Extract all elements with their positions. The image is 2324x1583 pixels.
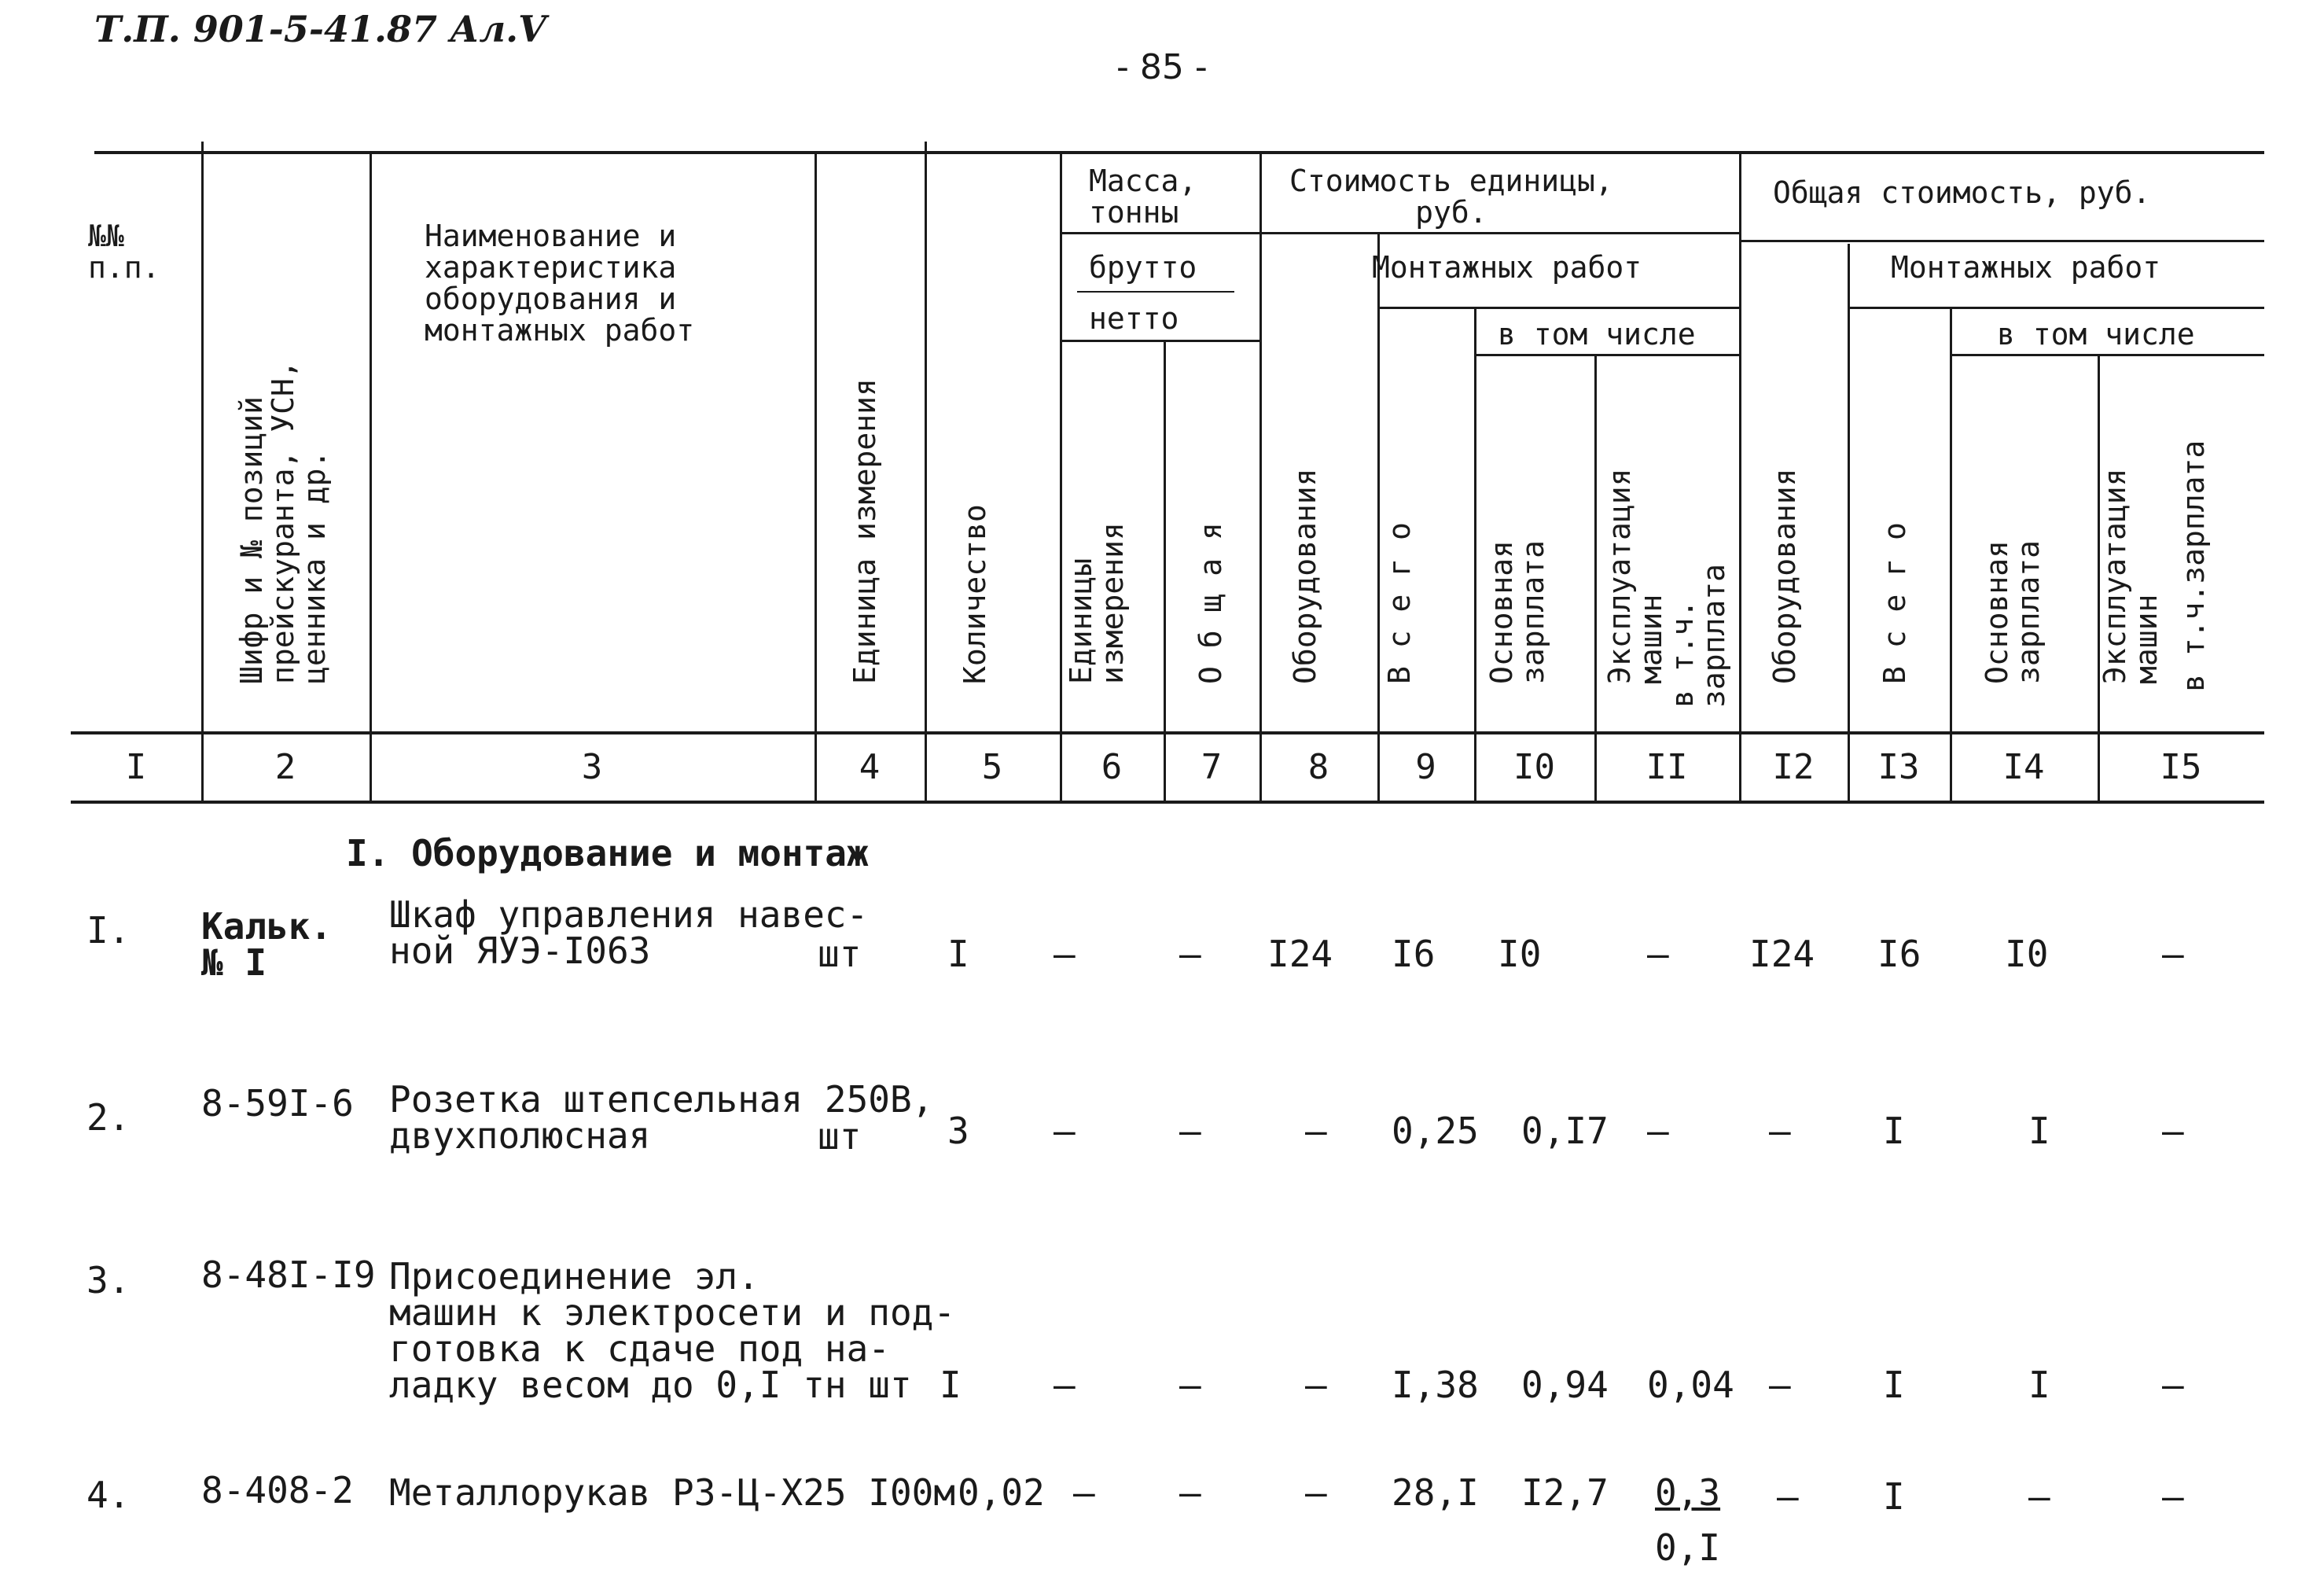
col-number: I3 <box>1877 747 1920 787</box>
col-number: 4 <box>859 747 881 787</box>
row-qty: I <box>940 1364 962 1406</box>
row-number: 3. <box>86 1259 131 1301</box>
row-total-total: I <box>1883 1110 1905 1152</box>
header-mounting-works-1: Монтажных работ <box>1372 250 1642 285</box>
row-equipment-unit: I24 <box>1267 933 1333 975</box>
row-code: Кальк. № I <box>201 905 333 984</box>
header-incl-salary-total: в т.ч.зарплата <box>2176 440 2211 692</box>
row-mass-total: – <box>1179 1364 1201 1406</box>
row-salary-total: – <box>2028 1475 2050 1518</box>
header-unit: Единица измерения <box>848 378 882 684</box>
row-mass-unit: – <box>1054 1364 1076 1406</box>
header-code: Шифр и № позиций прейскуранта, УСН, ценника и др. <box>234 360 332 684</box>
header-unit-cost: Стоимость единицы, руб. <box>1289 164 1613 230</box>
row-machine-unit: – <box>1647 933 1669 975</box>
col-number: I4 <box>2002 747 2045 787</box>
row-machine-total: – <box>2162 1475 2184 1518</box>
header-machine-operation-total: Эксплуатация машин <box>2098 468 2164 684</box>
row-total-unit: 0,25 <box>1392 1110 1479 1152</box>
col-number: I5 <box>2160 747 2202 787</box>
row-total-total: I <box>1883 1364 1905 1406</box>
row-machine-total: – <box>2162 1364 2184 1406</box>
row-salary-unit: 0,I7 <box>1521 1110 1609 1152</box>
row-mass-unit: – <box>1054 1110 1076 1152</box>
row-equipment-total: – <box>1777 1475 1799 1518</box>
header-total-unit: В с е г о <box>1382 522 1417 684</box>
col-number: 3 <box>581 747 603 787</box>
header-base-salary-unit: Основная зарплата <box>1484 539 1550 684</box>
row-mass-total: – <box>1179 933 1201 975</box>
page-number: - 85 - <box>1116 47 1208 87</box>
header-machine-operation-unit: Эксплуатация машин <box>1602 468 1668 684</box>
row-name: Розетка штепсельная 250В, двухполюсная <box>389 1078 934 1157</box>
row-mass-total: – <box>1179 1110 1201 1152</box>
col-number: I2 <box>1772 747 1815 787</box>
header-including-1: в том числе <box>1498 317 1696 352</box>
row-code: 8-59I-6 <box>201 1082 354 1125</box>
row-machine-unit: 0,04 <box>1647 1364 1734 1406</box>
row-salary-total: I <box>2028 1364 2050 1406</box>
col-number: 5 <box>981 747 1003 787</box>
header-total-total: В с е г о <box>1877 522 1912 684</box>
row-machine-unit: – <box>1647 1110 1669 1152</box>
row-name: Присоединение эл. машин к электросети и под- готовка к сдаче под на- ладку весом до 0,I тн шт <box>389 1255 956 1406</box>
row-salary-unit: 0,94 <box>1521 1364 1609 1406</box>
row-number: 4. <box>86 1474 131 1516</box>
header-mass: Масса, тонны <box>1089 164 1197 230</box>
header-brutto: брутто <box>1089 250 1197 285</box>
row-qty: 0,02 <box>958 1471 1045 1514</box>
col-number: 6 <box>1101 747 1123 787</box>
header-total-cost: Общая стоимость, руб. <box>1773 175 2151 210</box>
row-equipment-total: – <box>1769 1110 1791 1152</box>
col-number: II <box>1646 747 1688 787</box>
header-name: Наименование и характеристика оборудования и монтажных работ <box>425 219 695 348</box>
row-equipment-unit: – <box>1305 1471 1327 1514</box>
row-machine-unit: 0,3 <box>1655 1471 1721 1514</box>
row-total-unit: I6 <box>1392 933 1436 975</box>
row-mass-unit: – <box>1073 1471 1095 1514</box>
header-incl-salary-unit: в т.ч. зарплата <box>1665 563 1731 708</box>
row-equipment-total: I24 <box>1749 933 1815 975</box>
row-salary-total: I0 <box>2005 933 2049 975</box>
header-equipment-total: Оборудования <box>1767 468 1802 684</box>
header-mass-per-unit: Единицы измерения <box>1064 522 1130 684</box>
row-equipment-unit: – <box>1305 1110 1327 1152</box>
document-reference: Т.П. 901-5-41.87 Ал.V <box>94 8 546 50</box>
header-row-number: №№ п.п. <box>88 219 160 285</box>
row-total-unit: I,38 <box>1392 1364 1479 1406</box>
row-unit: шт <box>818 933 862 975</box>
row-mass-total: – <box>1179 1471 1201 1514</box>
col-number: 7 <box>1201 747 1223 787</box>
header-including-2: в том числе <box>1997 317 2195 352</box>
row-qty: I <box>947 933 969 975</box>
col-number: 8 <box>1307 747 1329 787</box>
row-qty: 3 <box>947 1110 969 1152</box>
row-total-total: I6 <box>1877 933 1921 975</box>
header-quantity: Количество <box>958 504 992 684</box>
row-unit: шт <box>818 1115 862 1158</box>
row-number: 2. <box>86 1096 131 1139</box>
row-equipment-unit: – <box>1305 1364 1327 1406</box>
row-mass-unit: – <box>1054 933 1076 975</box>
row-equipment-total: – <box>1769 1364 1791 1406</box>
col-number: 2 <box>274 747 296 787</box>
col-number: 9 <box>1415 747 1436 787</box>
header-base-salary-total: Основная зарплата <box>1980 539 2046 684</box>
col-number: I0 <box>1513 747 1555 787</box>
header-mass-total: О б щ а я <box>1193 522 1228 684</box>
header-equipment-unit: Оборудования <box>1288 468 1322 684</box>
row-code: 8-408-2 <box>201 1469 354 1511</box>
row-salary-unit: I0 <box>1498 933 1542 975</box>
row-machine-total: – <box>2162 1110 2184 1152</box>
row-name: Металлорукав РЗ-Ц-Х25 I00м <box>389 1471 956 1514</box>
row-number: I. <box>86 909 131 952</box>
row-name: Шкаф управления навес- ной ЯУЭ-I063 <box>389 893 869 972</box>
row-salary-total: I <box>2028 1110 2050 1152</box>
col-number: I <box>125 747 147 787</box>
row-salary-unit: I2,7 <box>1521 1471 1609 1514</box>
header-netto: нетто <box>1089 301 1179 336</box>
row-machine-total: – <box>2162 933 2184 975</box>
section-title: I. Оборудование и монтаж <box>346 832 869 874</box>
header-mounting-works-2: Монтажных работ <box>1891 250 2161 285</box>
row-total-unit: 28,I <box>1392 1471 1479 1514</box>
row-code: 8-48I-I9 <box>201 1254 376 1296</box>
row-total-total: I <box>1883 1475 1905 1518</box>
row-machine-unit-salary: 0,I <box>1655 1526 1721 1569</box>
